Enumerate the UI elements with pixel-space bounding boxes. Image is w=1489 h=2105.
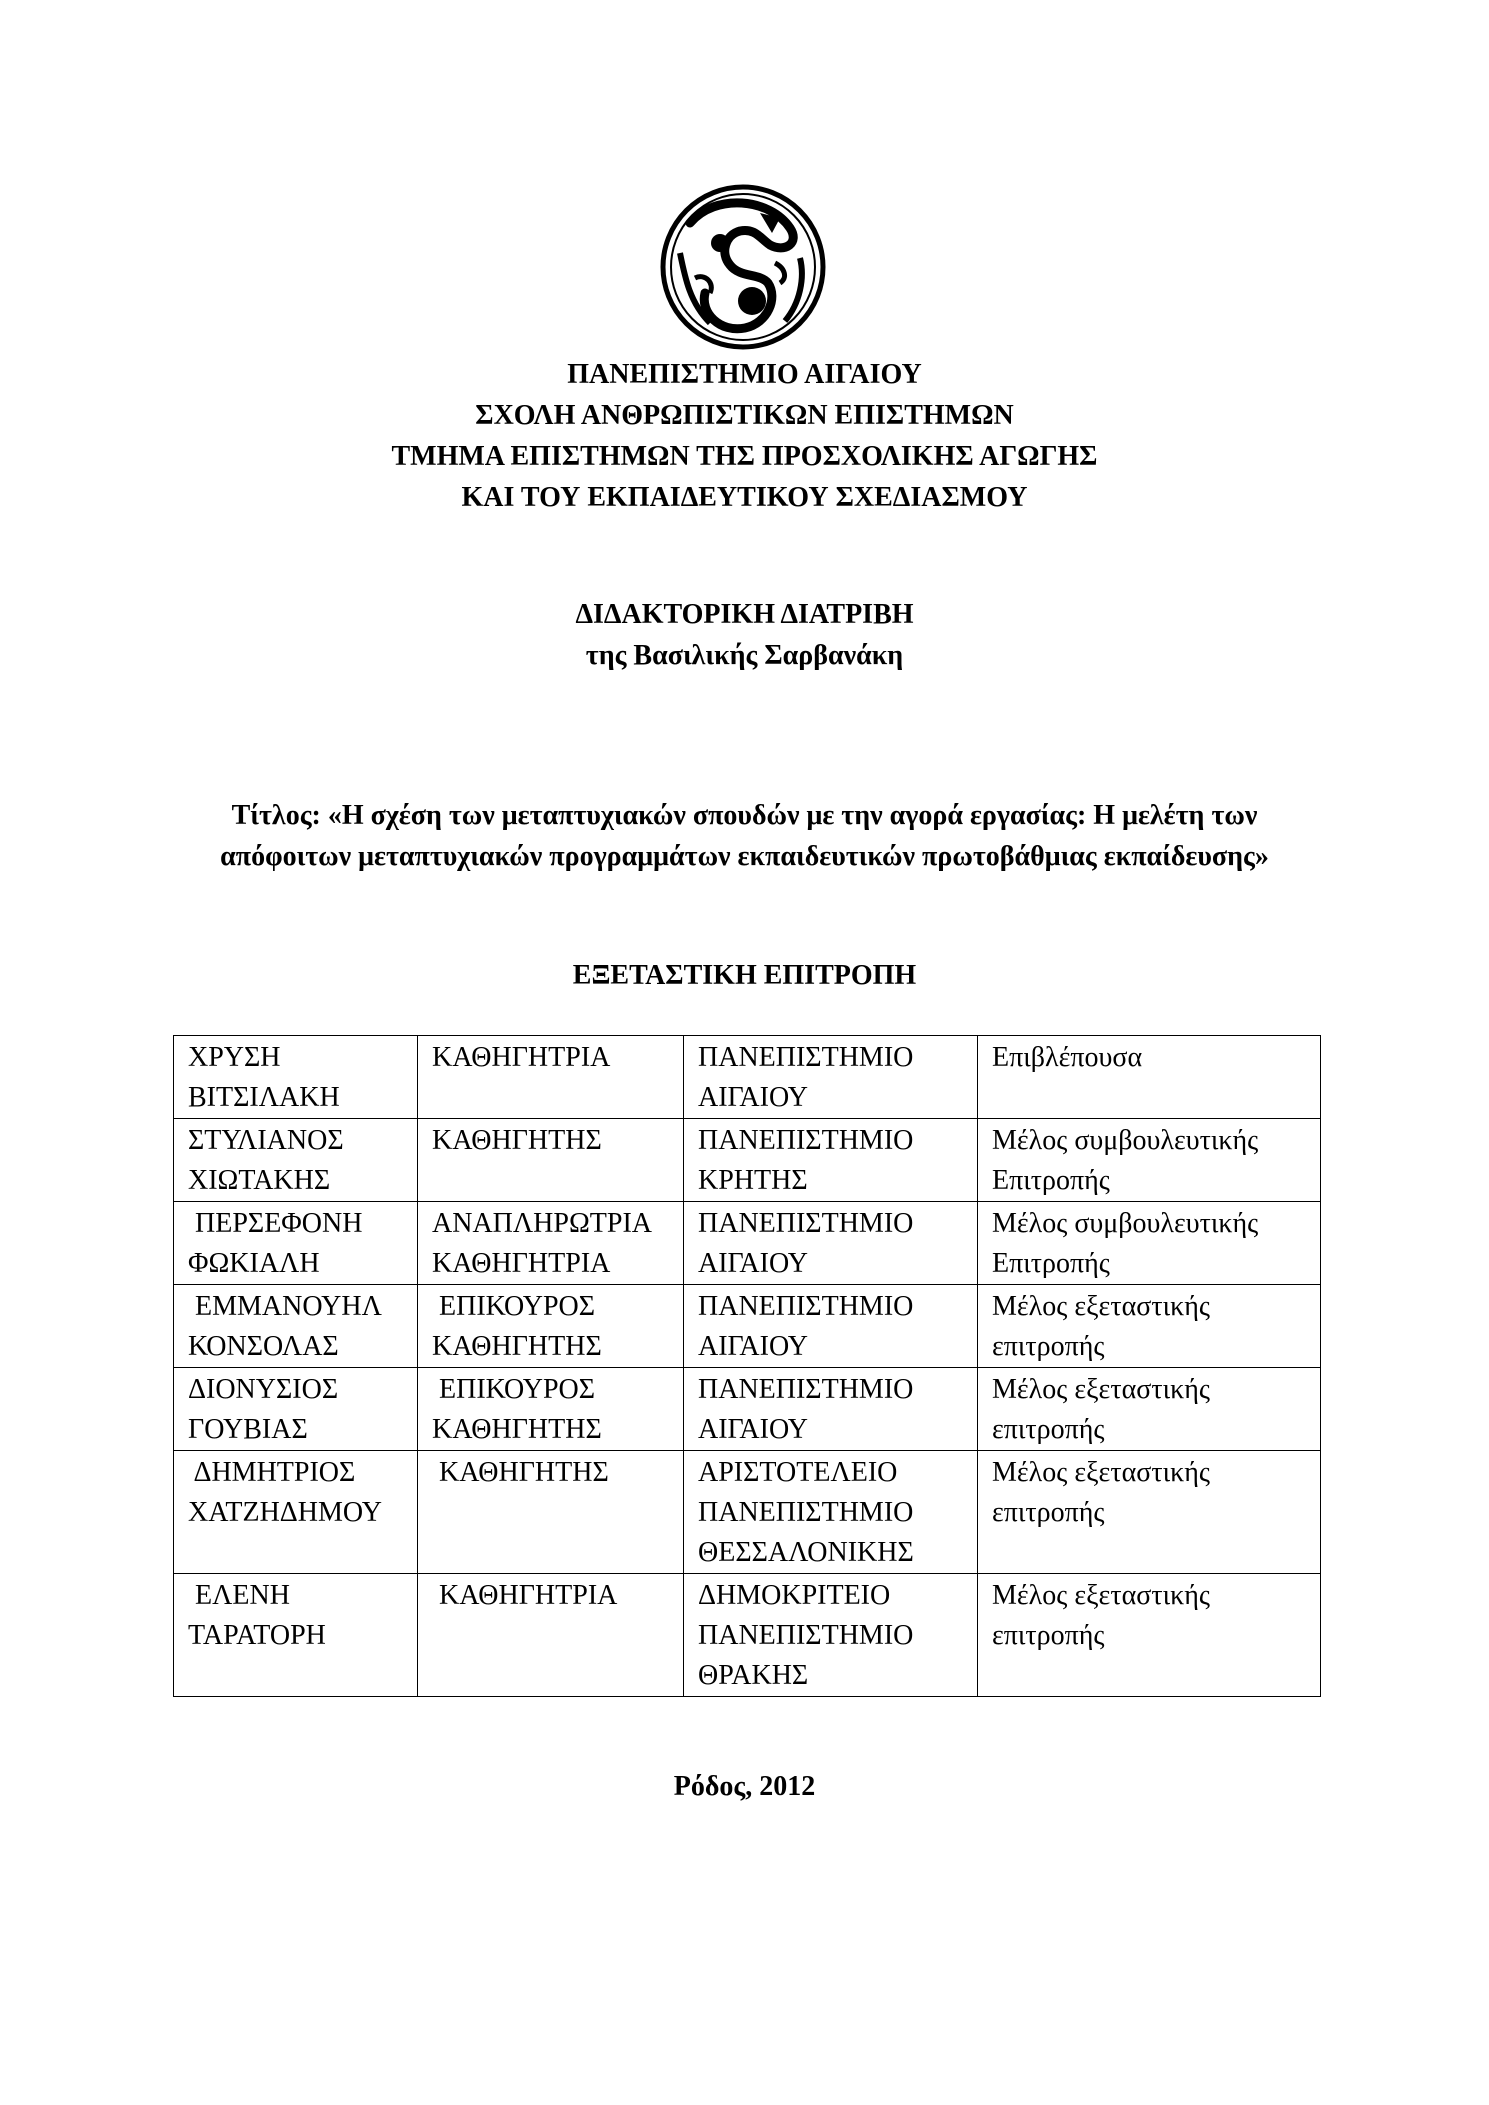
member-role: Μέλος εξεταστικής — [992, 1291, 1210, 1322]
member-name: ΣΤΥΛΙΑΝΟΣ — [188, 1125, 344, 1156]
member-institution: ΑΙΓΑΙΟΥ — [698, 1248, 808, 1279]
department-line-cont: ΚΑΙ ΤΟΥ ΕΚΠΑΙΔΕΥΤΙΚΟΥ ΣΧΕΔΙΑΣΜΟΥ — [461, 482, 1028, 513]
table-row — [174, 1202, 1321, 1285]
thesis-type: ΔΙΔΑΚΤΟΡΙΚΗ ΔΙΑΤΡΙΒΗ — [575, 599, 914, 630]
member-rank: ΕΠΙΚΟΥΡΟΣ — [432, 1374, 596, 1405]
member-role: Επιτροπής — [992, 1248, 1110, 1279]
member-role: επιτροπής — [992, 1331, 1105, 1362]
member-rank: ΚΑΘΗΓΗΤΡΙΑ — [432, 1580, 618, 1611]
member-rank-cell — [418, 1202, 684, 1285]
committee-table-body — [174, 1036, 1321, 1697]
member-rank: ΚΑΘΗΓΗΤΗΣ — [432, 1457, 609, 1488]
member-name: ΧΑΤΖΗΔΗΜΟΥ — [188, 1497, 382, 1528]
member-role-cell — [978, 1119, 1321, 1202]
member-role: επιτροπής — [992, 1620, 1105, 1651]
member-institution: ΠΑΝΕΠΙΣΤΗΜΙΟ — [698, 1208, 914, 1239]
member-name-cell — [174, 1119, 418, 1202]
member-role: Μέλος συμβουλευτικής — [992, 1208, 1259, 1239]
member-role: Μέλος εξεταστικής — [992, 1374, 1210, 1405]
member-rank: ΚΑΘΗΓΗΤΡΙΑ — [432, 1042, 611, 1073]
member-name-cell — [174, 1368, 418, 1451]
member-institution: ΑΙΓΑΙΟΥ — [698, 1082, 808, 1113]
member-institution: ΘΕΣΣΑΛΟΝΙΚΗΣ — [698, 1537, 914, 1568]
member-name: ΔΗΜΗΤΡΙΟΣ — [188, 1457, 356, 1488]
member-institution: ΠΑΝΕΠΙΣΤΗΜΙΟ — [698, 1125, 914, 1156]
member-rank-cell — [418, 1285, 684, 1368]
table-row — [174, 1574, 1321, 1697]
member-rank: ΚΑΘΗΓΗΤΗΣ — [432, 1331, 602, 1362]
member-institution-cell — [684, 1285, 978, 1368]
member-institution-cell — [684, 1202, 978, 1285]
member-name: ΤΑΡΑΤΟΡΗ — [188, 1620, 326, 1651]
member-institution: ΑΡΙΣΤΟΤΕΛΕΙΟ — [698, 1457, 898, 1488]
committee-heading: ΕΞΕΤΑΣΤΙΚΗ ΕΠΙΤΡΟΠΗ — [572, 960, 917, 991]
member-institution-cell — [684, 1451, 978, 1574]
member-name-cell — [174, 1036, 418, 1119]
member-institution-cell — [684, 1036, 978, 1119]
member-rank: ΑΝΑΠΛΗΡΩΤΡΙΑ — [432, 1208, 653, 1239]
member-role-cell — [978, 1368, 1321, 1451]
member-name-cell — [174, 1574, 418, 1697]
member-institution: ΑΙΓΑΙΟΥ — [698, 1331, 808, 1362]
member-role: Επιβλέπουσα — [992, 1042, 1143, 1073]
member-name: ΧΡΥΣΗ — [188, 1042, 281, 1073]
member-institution-cell — [684, 1368, 978, 1451]
member-institution: ΠΑΝΕΠΙΣΤΗΜΙΟ — [698, 1497, 914, 1528]
title-line: απόφοιτων μεταπτυχιακών προγραμμάτων εκπαιδευτικών πρωτοβάθμιας εκπαίδευσης» — [220, 841, 1269, 872]
member-name-cell — [174, 1451, 418, 1574]
member-institution: ΔΗΜΟΚΡΙΤΕΙΟ — [698, 1580, 891, 1611]
member-rank: ΚΑΘΗΓΗΤΗΣ — [432, 1125, 602, 1156]
member-name: ΒΙΤΣΙΛΑΚΗ — [188, 1082, 340, 1113]
thesis-title — [0, 795, 1489, 877]
university-line: ΠΑΝΕΠΙΣΤΗΜΙΟ ΑΙΓΑΙΟΥ — [567, 359, 922, 390]
member-institution: ΑΙΓΑΙΟΥ — [698, 1414, 808, 1445]
member-institution: ΠΑΝΕΠΙΣΤΗΜΙΟ — [698, 1374, 914, 1405]
member-institution: ΠΑΝΕΠΙΣΤΗΜΙΟ — [698, 1042, 914, 1073]
member-role: Επιτροπής — [992, 1165, 1110, 1196]
member-role: επιτροπής — [992, 1497, 1105, 1528]
member-name: ΕΛΕΝΗ — [188, 1580, 290, 1611]
thesis-author: της Βασιλικής Σαρβανάκη — [585, 640, 904, 671]
member-role: Μέλος εξεταστικής — [992, 1457, 1210, 1488]
member-institution: ΚΡΗΤΗΣ — [698, 1165, 808, 1196]
member-institution-cell — [684, 1574, 978, 1697]
member-role: Μέλος συμβουλευτικής — [992, 1125, 1259, 1156]
table-row — [174, 1036, 1321, 1119]
title-line: Τίτλος: «Η σχέση των μεταπτυχιακών σπουδών με την αγορά εργασίας: Η μελέτη των — [231, 800, 1258, 831]
member-institution: ΠΑΝΕΠΙΣΤΗΜΙΟ — [698, 1620, 914, 1651]
member-name: ΦΩΚΙΑΛΗ — [188, 1248, 320, 1279]
member-name-cell — [174, 1202, 418, 1285]
table-row — [174, 1285, 1321, 1368]
place-date: Ρόδος, 2012 — [673, 1771, 816, 1802]
member-rank-cell — [418, 1368, 684, 1451]
member-rank-cell — [418, 1574, 684, 1697]
member-role: Μέλος εξεταστικής — [992, 1580, 1210, 1611]
member-institution-cell — [684, 1119, 978, 1202]
member-role-cell — [978, 1285, 1321, 1368]
member-institution: ΠΑΝΕΠΙΣΤΗΜΙΟ — [698, 1291, 914, 1322]
member-rank: ΕΠΙΚΟΥΡΟΣ — [432, 1291, 596, 1322]
member-role-cell — [978, 1451, 1321, 1574]
thesis-heading — [0, 594, 1489, 676]
member-name: ΠΕΡΣΕΦΟΝΗ — [188, 1208, 363, 1239]
committee-table — [173, 1035, 1321, 1697]
university-heading — [0, 354, 1489, 518]
member-institution: ΘΡΑΚΗΣ — [698, 1660, 809, 1691]
member-role: επιτροπής — [992, 1414, 1105, 1445]
member-role-cell — [978, 1202, 1321, 1285]
member-name-cell — [174, 1285, 418, 1368]
member-rank-cell — [418, 1451, 684, 1574]
member-name: ΓΟΥΒΙΑΣ — [188, 1414, 308, 1445]
member-name: ΔΙΟΝΥΣΙΟΣ — [188, 1374, 339, 1405]
department-line: ΤΜΗΜΑ ΕΠΙΣΤΗΜΩΝ ΤΗΣ ΠΡΟΣΧΟΛΙΚΗΣ ΑΓΩΓΗΣ — [391, 441, 1098, 472]
member-name: ΧΙΩΤΑΚΗΣ — [188, 1165, 331, 1196]
member-name: ΕΜΜΑΝΟΥΗΛ — [188, 1291, 382, 1322]
table-row — [174, 1119, 1321, 1202]
member-name: ΚΟΝΣΟΛΑΣ — [188, 1331, 339, 1362]
member-rank-cell — [418, 1119, 684, 1202]
member-role-cell — [978, 1574, 1321, 1697]
table-row — [174, 1368, 1321, 1451]
member-role-cell — [978, 1036, 1321, 1119]
member-rank: ΚΑΘΗΓΗΤΗΣ — [432, 1414, 602, 1445]
school-line: ΣΧΟΛΗ ΑΝΘΡΩΠΙΣΤΙΚΩΝ ΕΠΙΣΤΗΜΩΝ — [475, 400, 1014, 431]
member-rank-cell — [418, 1036, 684, 1119]
member-rank: ΚΑΘΗΓΗΤΡΙΑ — [432, 1248, 611, 1279]
table-row — [174, 1451, 1321, 1574]
university-seal-icon — [660, 183, 826, 350]
